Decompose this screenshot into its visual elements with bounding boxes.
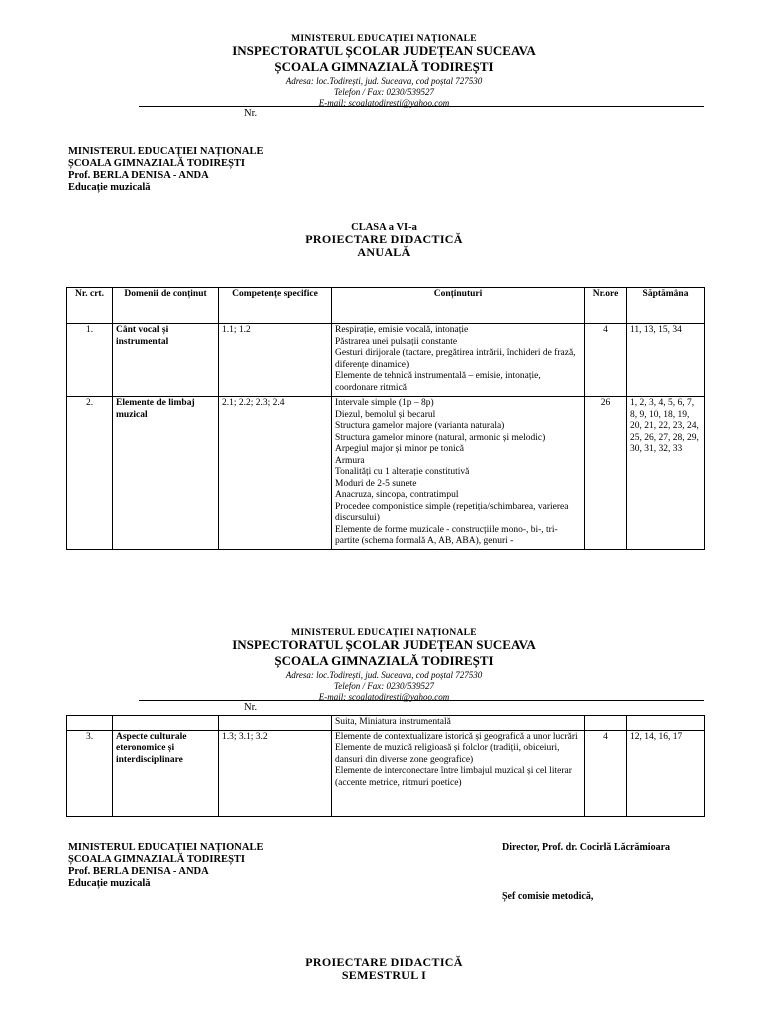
header-nr: Nr. crt. (67, 288, 113, 324)
content-item: Anacruza, sincopa, contratimpul (335, 490, 459, 500)
teacher-subject: Educație muzicală (68, 182, 151, 193)
content-item: Procedee componistice simple (repetiția/schimbarea, varierea discursului) (335, 501, 569, 523)
header-weeks: Săptămâna (627, 288, 705, 324)
content-item: Tonalități cu 1 alterație constitutivă (335, 467, 470, 477)
ministry-name: MINISTERUL EDUCAȚIEI NAȚIONALE (291, 34, 477, 44)
content-item: Elemente de muzică religioasă și folclor (tradiții, obiceiuri, dansuri din diverse zone geografice) (335, 743, 560, 765)
email-line: E-mail: scoalatodiresti@yahoo.com (318, 692, 450, 702)
document-title-1 (0, 222, 768, 259)
teacher-block-1 (68, 146, 263, 194)
planning-table-1 (66, 287, 705, 550)
document-number-label: Nr. (244, 702, 258, 713)
row-domain: Elemente de limbaj muzical (113, 397, 219, 550)
content-item: Structura gamelor minore (natural, armonic și melodic) (335, 432, 546, 443)
content-item: Respirație, emisie vocală, intonație (335, 325, 469, 335)
row-weeks: 12, 14, 16, 17 (627, 730, 705, 816)
methodical-head-signature (502, 891, 593, 902)
content-item: Elemente de contextualizare istorică și geografică a unor lucrări (335, 731, 578, 742)
teacher-school: ȘCOALA GIMNAZIALĂ TODIREȘTI (68, 854, 245, 865)
row-competences: 1.3; 3.1; 3.2 (219, 730, 332, 816)
phone-line: Telefon / Fax: 0230/539527 (334, 681, 434, 691)
address-line: Adresa: loc.Todirești, jud. Suceava, cod poștal 727530 (285, 76, 483, 86)
content-item: Structura gamelor majore (varianta naturala) (335, 421, 505, 431)
row-hours: 4 (585, 730, 627, 816)
row-nr: 3. (67, 730, 113, 816)
director-signature (502, 842, 670, 853)
header-hours: Nr.ore (585, 288, 627, 324)
title2-line-2: SEMESTRUL I (341, 968, 427, 982)
row-domain: Cânt vocal și instrumental (113, 324, 219, 397)
teacher-block-2 (68, 842, 263, 890)
row-weeks: 11, 13, 15, 34 (627, 324, 705, 397)
row-contents (332, 324, 585, 397)
sef-comisie-label: Șef comisie metodică, (502, 891, 594, 902)
row-contents (332, 716, 585, 731)
table-row (67, 324, 705, 397)
content-item: Moduri de 2-5 sunete (335, 478, 417, 489)
title-line-2: ANUALĂ (357, 245, 411, 259)
header-contents: Conținuturi (332, 288, 585, 324)
school-name: ȘCOALA GIMNAZIALĂ TODIREȘTI (274, 59, 494, 74)
content-item: Arpegiul major și minor pe tonică (335, 444, 465, 454)
row-domain: Aspecte culturale eteronomice și interdisciplinare (113, 730, 219, 816)
row-nr: 2. (67, 397, 113, 550)
teacher-ministry: MINISTERUL EDUCAȚIEI NAȚIONALE (68, 146, 264, 157)
title2-line-1: PROIECTARE DIDACTICĂ (305, 955, 463, 969)
content-item: Armura (335, 455, 365, 466)
inspectorate-name: INSPECTORATUL ȘCOLAR JUDEȚEAN SUCEAVA (232, 43, 536, 58)
teacher-name: Prof. BERLA DENISA - ANDA (68, 170, 209, 181)
table-row (67, 730, 705, 816)
row-competences: 2.1; 2.2; 2.3; 2.4 (219, 397, 332, 550)
header-divider (139, 106, 704, 107)
address-line: Adresa: loc.Todirești, jud. Suceava, cod poștal 727530 (285, 670, 483, 680)
school-name: ȘCOALA GIMNAZIALĂ TODIREȘTI (274, 653, 494, 668)
teacher-school: ȘCOALA GIMNAZIALĂ TODIREȘTI (68, 158, 245, 169)
document-number-label: Nr. (244, 108, 258, 119)
table-header-row (67, 288, 705, 324)
row-contents (332, 397, 585, 550)
header-domain: Domenii de conținut (113, 288, 219, 324)
row-competences (219, 716, 332, 731)
row-nr: 1. (67, 324, 113, 397)
content-item: Gesturi dirijorale (tactare, pregătirea intrării, închideri de frază, diferențe dinamice) (335, 348, 576, 370)
teacher-subject: Educație muzicală (68, 878, 151, 889)
content-item: Păstrarea unei pulsații constante (335, 336, 458, 347)
header-divider (139, 700, 704, 701)
content-item: Diezul, bemolul și becarul (335, 409, 436, 420)
letterhead-1 (0, 34, 768, 109)
ministry-name: MINISTERUL EDUCAȚIEI NAȚIONALE (291, 628, 477, 638)
row-nr (67, 716, 113, 731)
content-item: Intervale simple (1p – 8p) (335, 398, 434, 408)
header-competences: Competențe specifice (219, 288, 332, 324)
content-item: Suita, Miniatura instrumentală (335, 717, 451, 727)
phone-line: Telefon / Fax: 0230/539527 (334, 87, 434, 97)
content-item: Elemente de tehnică instrumentală – emisie, intonație, coordonare ritmică (335, 371, 541, 393)
planning-table-2 (66, 715, 705, 817)
table-row (67, 397, 705, 550)
letterhead-2 (0, 628, 768, 703)
content-item: Elemente de interconectare între limbajul muzical și cel literar (accente metrice, ritmuri poetice) (335, 766, 572, 788)
row-contents (332, 730, 585, 816)
inspectorate-name: INSPECTORATUL ȘCOLAR JUDEȚEAN SUCEAVA (232, 637, 536, 652)
content-item: Elemente de forme muzicale - construcțiile mono-, bi-, tri-partite (schema formală A, AB, ABA), genuri - (335, 524, 558, 546)
row-weeks (627, 716, 705, 731)
class-label: CLASA a VI-a (351, 222, 417, 233)
row-hours: 26 (585, 397, 627, 550)
table-row (67, 716, 705, 731)
director-label: Director, Prof. dr. Cocirlă Lăcrămioara (502, 842, 671, 853)
teacher-name: Prof. BERLA DENISA - ANDA (68, 866, 209, 877)
row-domain (113, 716, 219, 731)
title-line-1: PROIECTARE DIDACTICĂ (305, 232, 463, 246)
row-weeks: 1, 2, 3, 4, 5, 6, 7, 8, 9, 10, 18, 19, 20, 21, 22, 23, 24, 25, 26, 27, 28, 29, 30, 31, 32, 33 (627, 397, 705, 550)
row-hours: 4 (585, 324, 627, 397)
document-title-2 (0, 956, 768, 982)
email-line: E-mail: scoalatodiresti@yahoo.com (318, 98, 450, 108)
row-hours (585, 716, 627, 731)
row-competences: 1.1; 1.2 (219, 324, 332, 397)
teacher-ministry: MINISTERUL EDUCAȚIEI NAȚIONALE (68, 842, 264, 853)
